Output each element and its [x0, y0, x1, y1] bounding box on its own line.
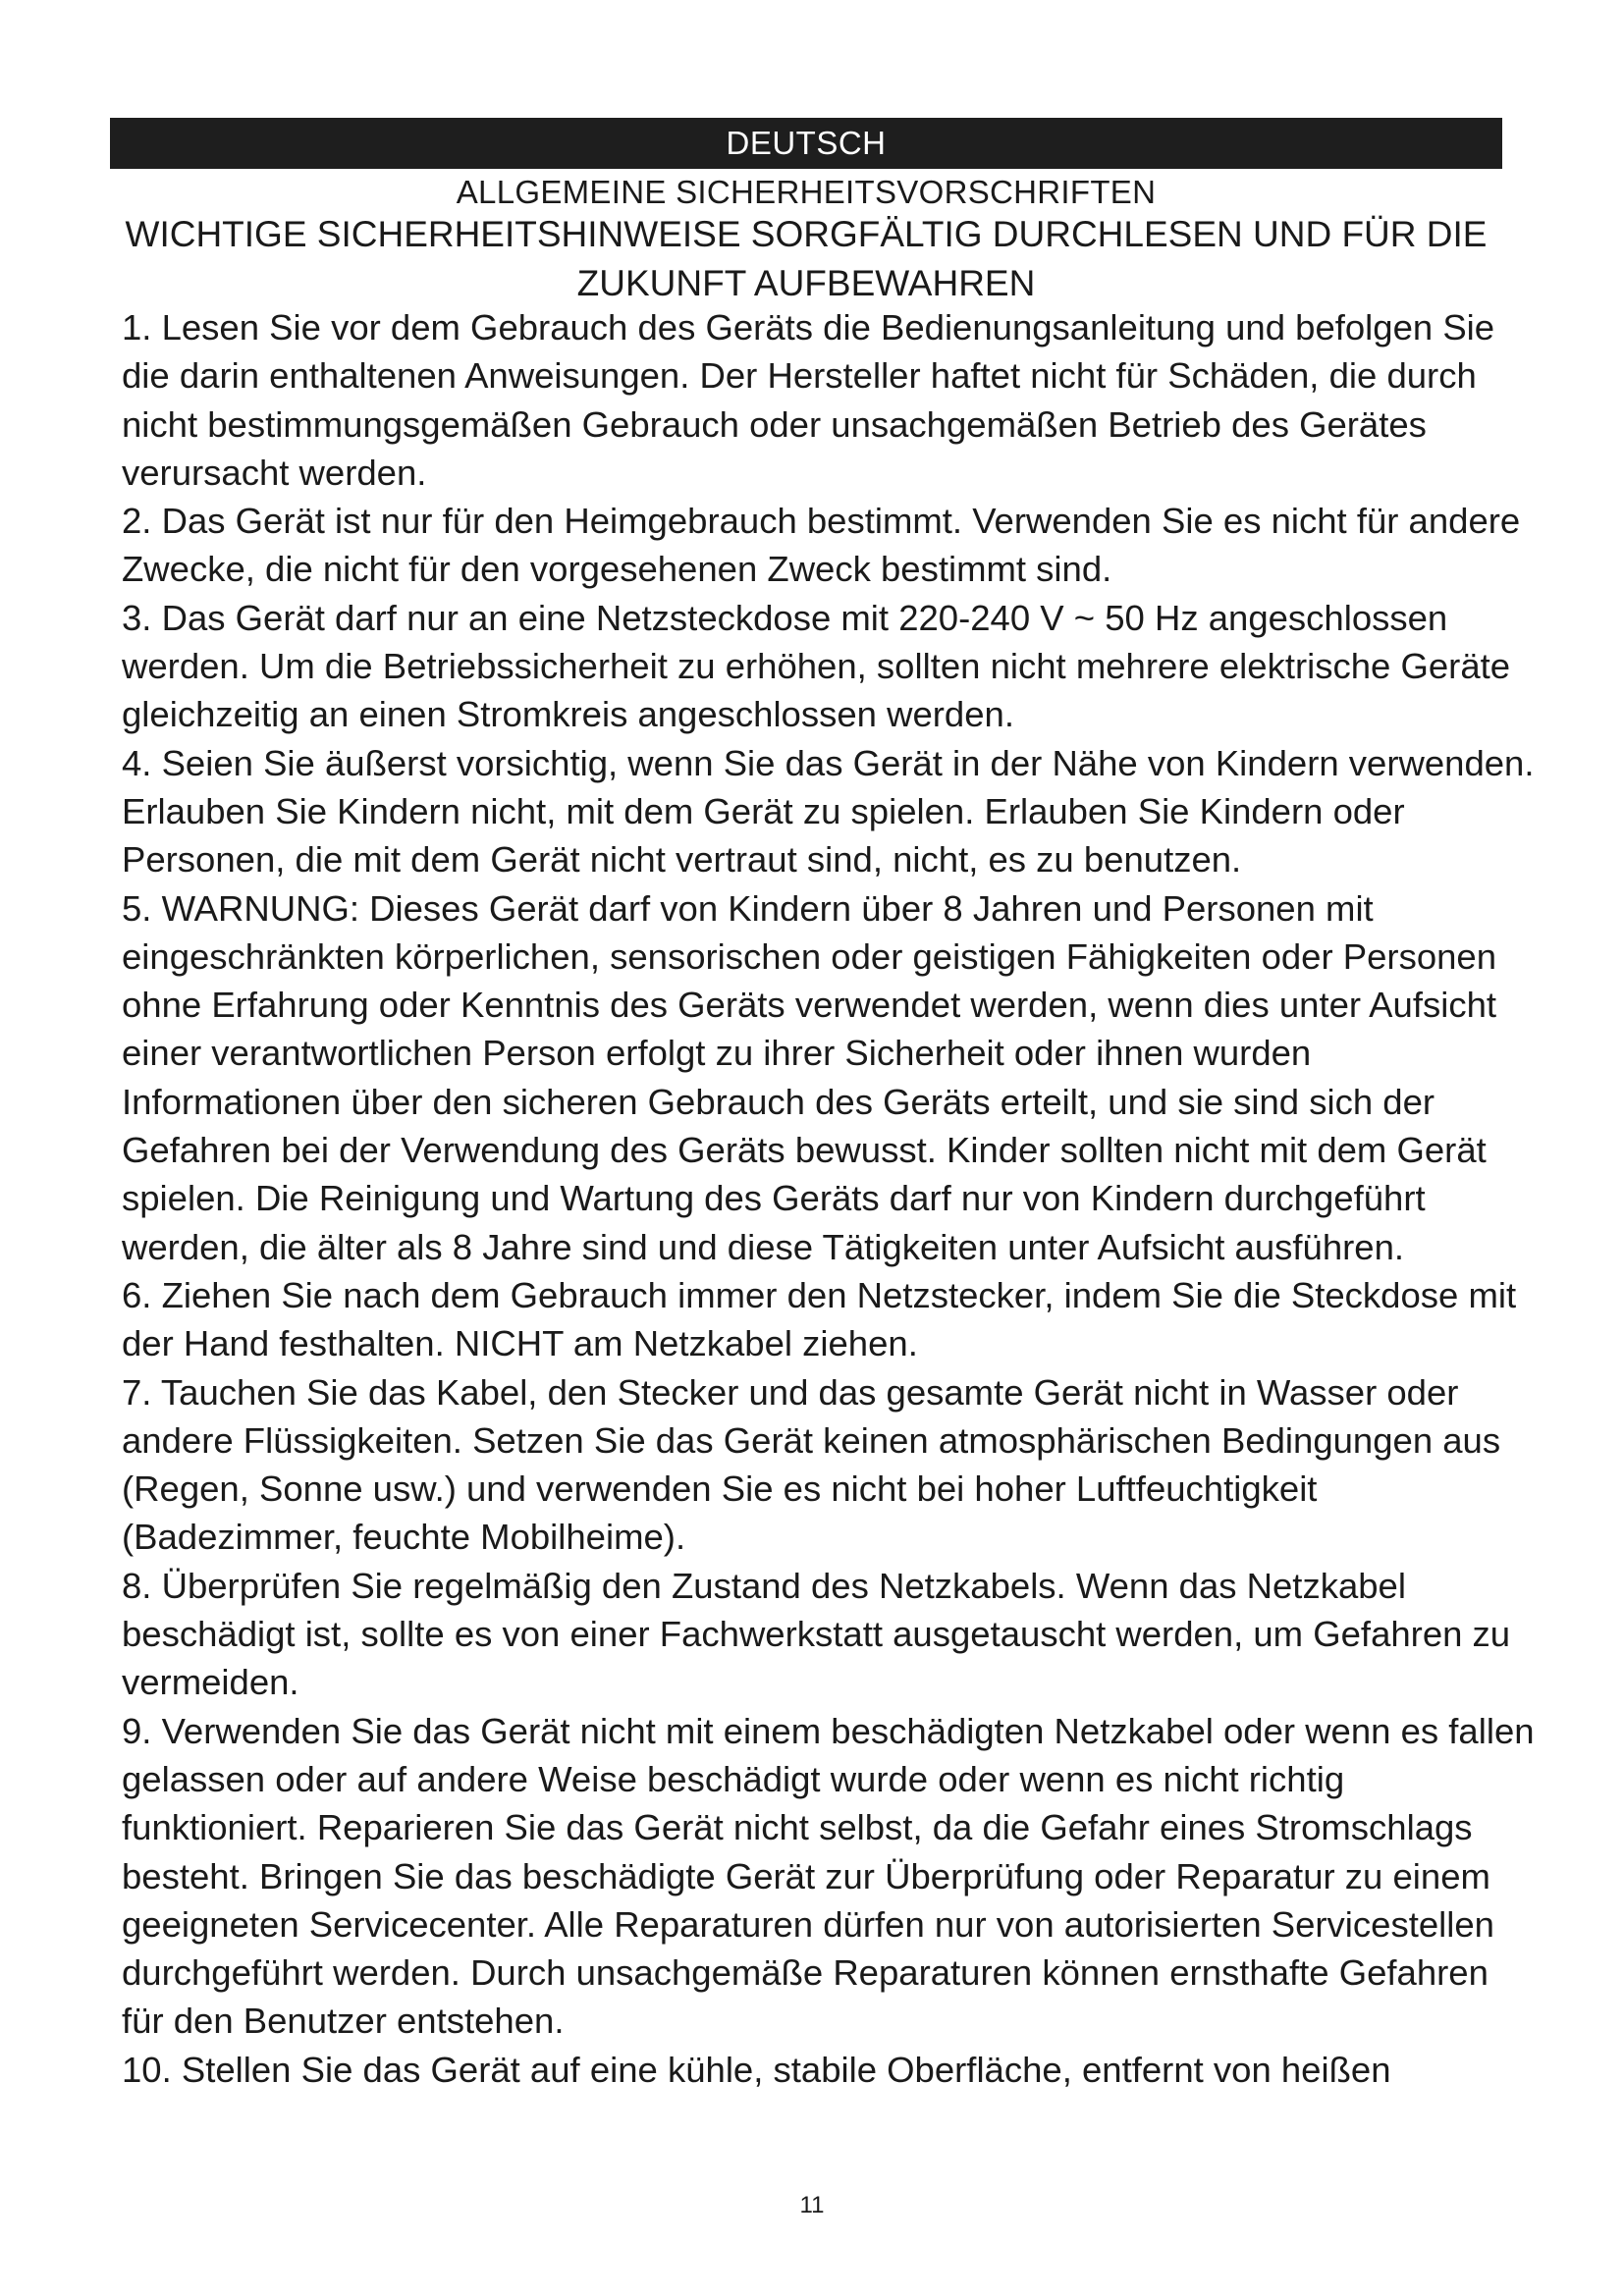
safety-instructions: [122, 303, 1536, 2094]
instruction-paragraph-6: 6. Ziehen Sie nach dem Gebrauch immer den Netzstecker, indem Sie die Steckdose mit der Hand festhalten. NICHT am Netzkabel ziehen.: [122, 1274, 1517, 1364]
page-number: 11: [799, 2192, 825, 2218]
section-title: ALLGEMEINE SICHERHEITSVORSCHRIFTEN: [456, 174, 1157, 210]
instruction-paragraph-10: 10. Stellen Sie das Gerät auf eine kühle, stabile Oberfläche, entfernt von heißen: [122, 2049, 1391, 2090]
section-subtitle: WICHTIGE SICHERHEITSHINWEISE SORGFÄLTIG DURCHLESEN UND FÜR DIE ZUKUNFT AUFBEWAHREN: [125, 214, 1488, 303]
language-header-bar: DEUTSCH: [110, 118, 1502, 169]
instruction-paragraph-9: 9. Verwenden Sie das Gerät nicht mit einem beschädigten Netzkabel oder wenn es fallen gelassen oder auf andere Weise beschädigt wurde oder wenn es nicht richtig funktioniert. Reparieren Sie das Gerät nicht selbst, da die Gefahr eines Stromschlags besteht. Bringen Sie das beschädigte Gerät zur Überprüfung oder Reparatur zu einem geeigneten Servicecenter. Alle Reparaturen dürfen nur von autorisierten Servicestellen durchgeführt werden. Durch unsachgemäße Reparaturen können ernsthafte Gefahren für den Benutzer entstehen.: [122, 1710, 1535, 2042]
instruction-paragraph-7: 7. Tauchen Sie das Kabel, den Stecker und das gesamte Gerät nicht in Wasser oder andere Flüssigkeiten. Setzen Sie das Gerät keinen atmosphärischen Bedingungen aus (Regen, Sonne usw.) und verwenden Sie es nicht bei hoher Luftfeuchtigkeit (Badezimmer, feuchte Mobilheime).: [122, 1371, 1501, 1558]
instruction-paragraph-8: 8. Überprüfen Sie regelmäßig den Zustand des Netzkabels. Wenn das Netzkabel beschädigt ist, sollte es von einer Fachwerkstatt ausgetauscht werden, um Gefahren zu vermeiden.: [122, 1565, 1511, 1703]
instruction-paragraph-4: 4. Seien Sie äußerst vorsichtig, wenn Sie das Gerät in der Nähe von Kindern verwenden. Erlauben Sie Kindern nicht, mit dem Gerät zu spielen. Erlauben Sie Kindern oder Personen, die mit dem Gerät nicht vertraut sind, nicht, es zu benutzen.: [122, 742, 1535, 881]
instruction-paragraph-1: 1. Lesen Sie vor dem Gebrauch des Geräts die Bedienungsanleitung und befolgen Sie die darin enthaltenen Anweisungen. Der Hersteller haftet nicht für Schäden, die durch nicht bestimmungsgemäßen Gebrauch oder unsachgemäßen Betrieb des Gerätes verursacht werden.: [122, 307, 1495, 493]
instruction-paragraph-5: 5. WARNUNG: Dieses Gerät darf von Kindern über 8 Jahren und Personen mit eingeschränkten körperlichen, sensorischen oder geistigen Fähigkeiten oder Personen ohne Erfahrung oder Kenntnis des Geräts verwendet werden, wenn dies unter Aufsicht einer verantwortlichen Person erfolgt zu ihrer Sicherheit oder ihnen wurden Informationen über den sicheren Gebrauch des Geräts erteilt, und sie sind sich der Gefahren bei der Verwendung des Geräts bewusst. Kinder sollten nicht mit dem Gerät spielen. Die Reinigung und Wartung des Geräts darf nur von Kindern durchgeführt werden, die älter als 8 Jahre sind und diese Tätigkeiten unter Aufsicht ausführen.: [122, 887, 1497, 1267]
instruction-paragraph-3: 3. Das Gerät darf nur an eine Netzsteckdose mit 220-240 V ~ 50 Hz angeschlossen werden. Um die Betriebssicherheit zu erhöhen, sollten nicht mehrere elektrische Geräte gleichzeitig an einen Stromkreis angeschlossen werden.: [122, 597, 1511, 735]
instruction-paragraph-2: 2. Das Gerät ist nur für den Heimgebrauch bestimmt. Verwenden Sie es nicht für andere Zwecke, die nicht für den vorgesehenen Zweck bestimmt sind.: [122, 501, 1521, 590]
